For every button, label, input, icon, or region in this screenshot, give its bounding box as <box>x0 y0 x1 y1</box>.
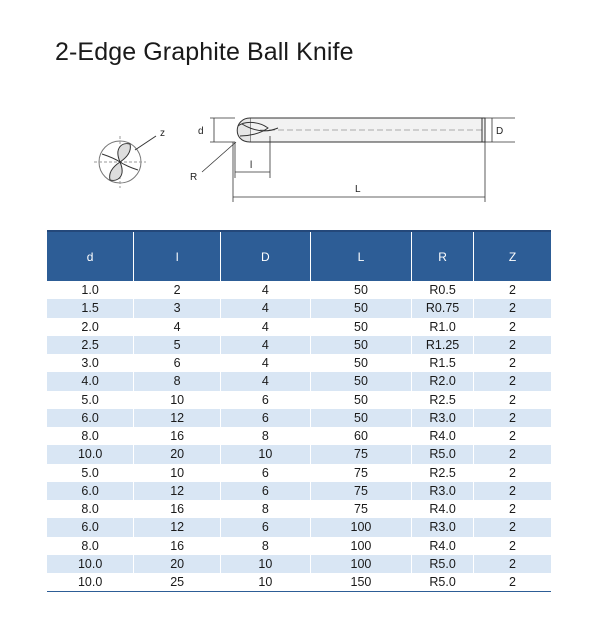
table-row <box>47 445 551 463</box>
table-cell: 6 <box>221 518 311 536</box>
table-cell: R3.0 <box>412 518 474 536</box>
table-cell: 6.0 <box>47 518 134 536</box>
label-L: L <box>355 184 361 195</box>
table-cell: 16 <box>134 500 221 518</box>
table-cell: 2 <box>473 281 551 299</box>
label-z: z <box>160 128 165 139</box>
table-cell: 4 <box>221 318 311 336</box>
table-cell: R2.5 <box>412 464 474 482</box>
spec-table <box>47 230 551 592</box>
table-cell: 75 <box>310 464 411 482</box>
table-row <box>47 537 551 555</box>
table-cell: 2 <box>473 409 551 427</box>
table-cell: 8 <box>221 427 311 445</box>
table-cell: R4.0 <box>412 427 474 445</box>
table-cell: 5 <box>134 336 221 354</box>
col-header-D: D <box>221 231 311 281</box>
table-cell: 8.0 <box>47 500 134 518</box>
table-cell: 2 <box>473 464 551 482</box>
table-cell: 10 <box>221 573 311 592</box>
table-cell: R2.0 <box>412 372 474 390</box>
table-cell: 10 <box>221 555 311 573</box>
table-cell: 10 <box>134 391 221 409</box>
table-row <box>47 427 551 445</box>
table-row <box>47 318 551 336</box>
table-cell: R3.0 <box>412 409 474 427</box>
table-cell: 6 <box>134 354 221 372</box>
table-row <box>47 372 551 390</box>
table-cell: 2 <box>473 518 551 536</box>
table-cell: 50 <box>310 354 411 372</box>
table-cell: 2 <box>473 537 551 555</box>
end-view-icon <box>94 136 156 188</box>
table-cell: 150 <box>310 573 411 592</box>
table-cell: 6 <box>221 409 311 427</box>
table-cell: 2 <box>473 500 551 518</box>
table-cell: 75 <box>310 445 411 463</box>
table-cell: 8 <box>221 500 311 518</box>
table-cell: 6 <box>221 464 311 482</box>
table-cell: 4 <box>134 318 221 336</box>
table-cell: 4.0 <box>47 372 134 390</box>
table-row <box>47 299 551 317</box>
table-row <box>47 555 551 573</box>
table-cell: 6 <box>221 482 311 500</box>
table-cell: 4 <box>221 372 311 390</box>
table-cell: 2 <box>473 336 551 354</box>
table-cell: R3.0 <box>412 482 474 500</box>
table-cell: 50 <box>310 281 411 299</box>
col-header-Z: Z <box>473 231 551 281</box>
table-cell: 75 <box>310 500 411 518</box>
table-cell: 2 <box>473 354 551 372</box>
table-cell: 2 <box>473 299 551 317</box>
table-cell: 10.0 <box>47 555 134 573</box>
table-cell: 50 <box>310 372 411 390</box>
table-cell: 5.0 <box>47 464 134 482</box>
table-cell: 50 <box>310 318 411 336</box>
table-cell: 12 <box>134 409 221 427</box>
table-cell: 50 <box>310 299 411 317</box>
table-cell: R0.5 <box>412 281 474 299</box>
table-cell: 20 <box>134 555 221 573</box>
table-cell: 8 <box>221 537 311 555</box>
table-cell: 75 <box>310 482 411 500</box>
table-cell: 4 <box>221 354 311 372</box>
table-cell: 10 <box>221 445 311 463</box>
table-cell: 10.0 <box>47 573 134 592</box>
table-cell: 4 <box>221 299 311 317</box>
table-cell: 25 <box>134 573 221 592</box>
table-row <box>47 336 551 354</box>
table-cell: 6.0 <box>47 482 134 500</box>
table-cell: R1.5 <box>412 354 474 372</box>
table-row <box>47 391 551 409</box>
table-cell: 6 <box>221 391 311 409</box>
table-cell: 12 <box>134 518 221 536</box>
table-row <box>47 500 551 518</box>
table-header-row <box>47 231 551 281</box>
table-cell: R5.0 <box>412 445 474 463</box>
col-header-d: d <box>47 231 134 281</box>
table-cell: R0.75 <box>412 299 474 317</box>
label-D: D <box>496 126 504 137</box>
table-cell: 2.5 <box>47 336 134 354</box>
table-cell: 16 <box>134 537 221 555</box>
col-header-R: R <box>412 231 474 281</box>
table-cell: 100 <box>310 537 411 555</box>
table-cell: 2 <box>134 281 221 299</box>
table-row <box>47 464 551 482</box>
table-cell: R1.0 <box>412 318 474 336</box>
table-cell: 8.0 <box>47 427 134 445</box>
table-cell: 6.0 <box>47 409 134 427</box>
table-cell: 1.0 <box>47 281 134 299</box>
table-cell: 2 <box>473 482 551 500</box>
table-cell: 100 <box>310 555 411 573</box>
label-l: l <box>250 160 253 171</box>
page-title: 2-Edge Graphite Ball Knife <box>55 38 354 66</box>
label-R: R <box>190 172 198 183</box>
table-cell: 8.0 <box>47 537 134 555</box>
table-cell: 12 <box>134 482 221 500</box>
table-cell: 10.0 <box>47 445 134 463</box>
table-row <box>47 409 551 427</box>
col-header-l: l <box>134 231 221 281</box>
table-cell: R4.0 <box>412 537 474 555</box>
table-row <box>47 354 551 372</box>
table-cell: 50 <box>310 336 411 354</box>
table-cell: 2 <box>473 391 551 409</box>
side-view-icon <box>237 118 485 142</box>
tool-drawing <box>90 100 530 215</box>
table-cell: R5.0 <box>412 555 474 573</box>
table-cell: 4 <box>221 336 311 354</box>
table-cell: R1.25 <box>412 336 474 354</box>
table-cell: 50 <box>310 391 411 409</box>
table-cell: 20 <box>134 445 221 463</box>
table-cell: 2 <box>473 573 551 592</box>
table-cell: 3.0 <box>47 354 134 372</box>
table-cell: 4 <box>221 281 311 299</box>
table-cell: 2 <box>473 372 551 390</box>
table-cell: 8 <box>134 372 221 390</box>
table-cell: 5.0 <box>47 391 134 409</box>
table-row <box>47 573 551 592</box>
table-cell: R2.5 <box>412 391 474 409</box>
table-cell: 2 <box>473 318 551 336</box>
table-row <box>47 482 551 500</box>
table-cell: 2 <box>473 445 551 463</box>
label-d: d <box>198 126 204 137</box>
col-header-L: L <box>310 231 411 281</box>
table-row <box>47 518 551 536</box>
table-cell: R4.0 <box>412 500 474 518</box>
table-cell: 3 <box>134 299 221 317</box>
table-cell: 50 <box>310 409 411 427</box>
table-cell: R5.0 <box>412 573 474 592</box>
table-row <box>47 281 551 299</box>
table-cell: 2 <box>473 555 551 573</box>
table-cell: 2 <box>473 427 551 445</box>
table-cell: 100 <box>310 518 411 536</box>
table-cell: 60 <box>310 427 411 445</box>
table-cell: 10 <box>134 464 221 482</box>
table-cell: 1.5 <box>47 299 134 317</box>
table-cell: 16 <box>134 427 221 445</box>
table-cell: 2.0 <box>47 318 134 336</box>
